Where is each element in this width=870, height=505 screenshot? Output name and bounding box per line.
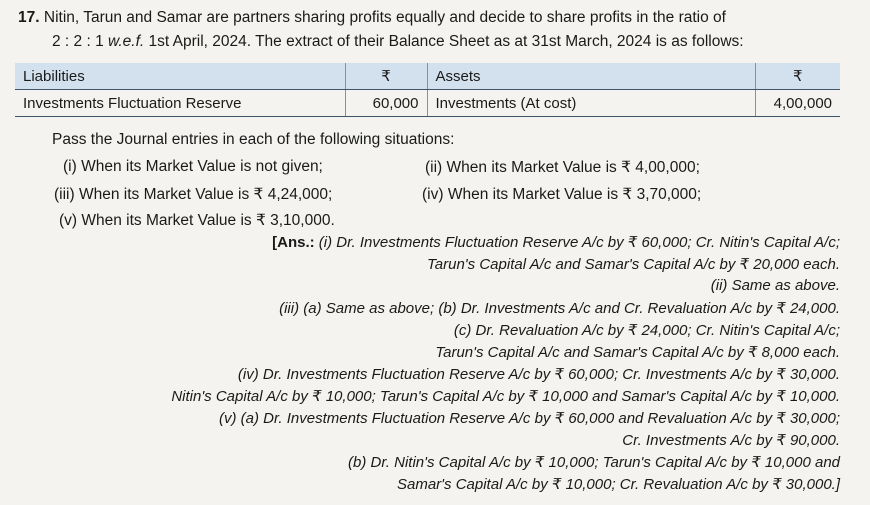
answer-line-6: Tarun's Capital A/c and Samar's Capital A/c by ₹ 8,000 each.	[435, 344, 840, 361]
asset-name: Investments (At cost)	[427, 90, 755, 117]
question-line-2	[52, 33, 744, 51]
question-line-1	[18, 9, 726, 27]
answer-line-4: (iii) (a) Same as above; (b) Dr. Investments A/c and Cr. Revaluation A/c by ₹ 24,000.	[279, 300, 840, 317]
answer-line-1	[272, 233, 840, 251]
answer-label: [Ans.:	[272, 234, 315, 251]
situation-ii: (ii) When its Market Value is ₹ 4,00,000;	[425, 159, 700, 176]
ratio-text: 2 : 2 : 1	[52, 33, 104, 50]
answer-line-7: (iv) Dr. Investments Fluctuation Reserve A/c by ₹ 60,000; Cr. Investments A/c by ₹ 30,000.	[237, 366, 840, 383]
answer-line-2: Tarun's Capital A/c and Samar's Capital A/c by ₹ 20,000 each.	[427, 256, 840, 273]
answer-line-10: Cr. Investments A/c by ₹ 90,000.	[622, 432, 840, 449]
header-rupee-2: ₹	[755, 63, 840, 90]
table-row	[15, 90, 840, 117]
question-text-1: Nitin, Tarun and Samar are partners sharing profits equally and decide to share profits in the ratio of	[43, 9, 726, 26]
header-rupee-1: ₹	[345, 63, 427, 90]
header-liabilities: Liabilities	[15, 63, 345, 90]
question-number: 17.	[18, 9, 40, 26]
liability-amount: 60,000	[345, 90, 427, 117]
situation-iii: (iii) When its Market Value is ₹ 4,24,000;	[54, 186, 333, 203]
instruction-text: Pass the Journal entries in each of the following situations:	[52, 131, 455, 148]
header-assets: Assets	[427, 63, 755, 90]
balance-sheet-header-row	[15, 63, 840, 90]
answer-line-5: (c) Dr. Revaluation A/c by ₹ 24,000; Cr. Nitin's Capital A/c;	[453, 322, 840, 339]
answer-line-12: Samar's Capital A/c by ₹ 10,000; Cr. Revaluation A/c by ₹ 30,000.]	[397, 476, 840, 493]
answer-line-9: (v) (a) Dr. Investments Fluctuation Reserve A/c by ₹ 60,000 and Revaluation A/c by ₹ 30,000;	[218, 410, 840, 427]
situation-v: (v) When its Market Value is ₹ 3,10,000.	[59, 212, 335, 229]
answer-line-8: Nitin's Capital A/c by ₹ 10,000; Tarun's Capital A/c by ₹ 10,000 and Samar's Capital A/c by ₹ 10,000.	[171, 388, 840, 405]
liability-name: Investments Fluctuation Reserve	[15, 90, 345, 117]
asset-amount: 4,00,000	[755, 90, 840, 117]
answer-text-1: (i) Dr. Investments Fluctuation Reserve A/c by ₹ 60,000; Cr. Nitin's Capital A/c;	[318, 234, 840, 251]
answer-line-3: (ii) Same as above.	[710, 277, 840, 294]
answer-line-11: (b) Dr. Nitin's Capital A/c by ₹ 10,000; Tarun's Capital A/c by ₹ 10,000 and	[348, 454, 840, 471]
question-text-2: 1st April, 2024. The extract of their Balance Sheet as at 31st March, 2024 is as follows:	[148, 33, 744, 50]
wef-text: w.e.f.	[108, 33, 145, 50]
balance-sheet-table	[15, 63, 840, 117]
situation-i: (i) When its Market Value is not given;	[63, 158, 323, 175]
situation-iv: (iv) When its Market Value is ₹ 3,70,000;	[422, 186, 702, 203]
